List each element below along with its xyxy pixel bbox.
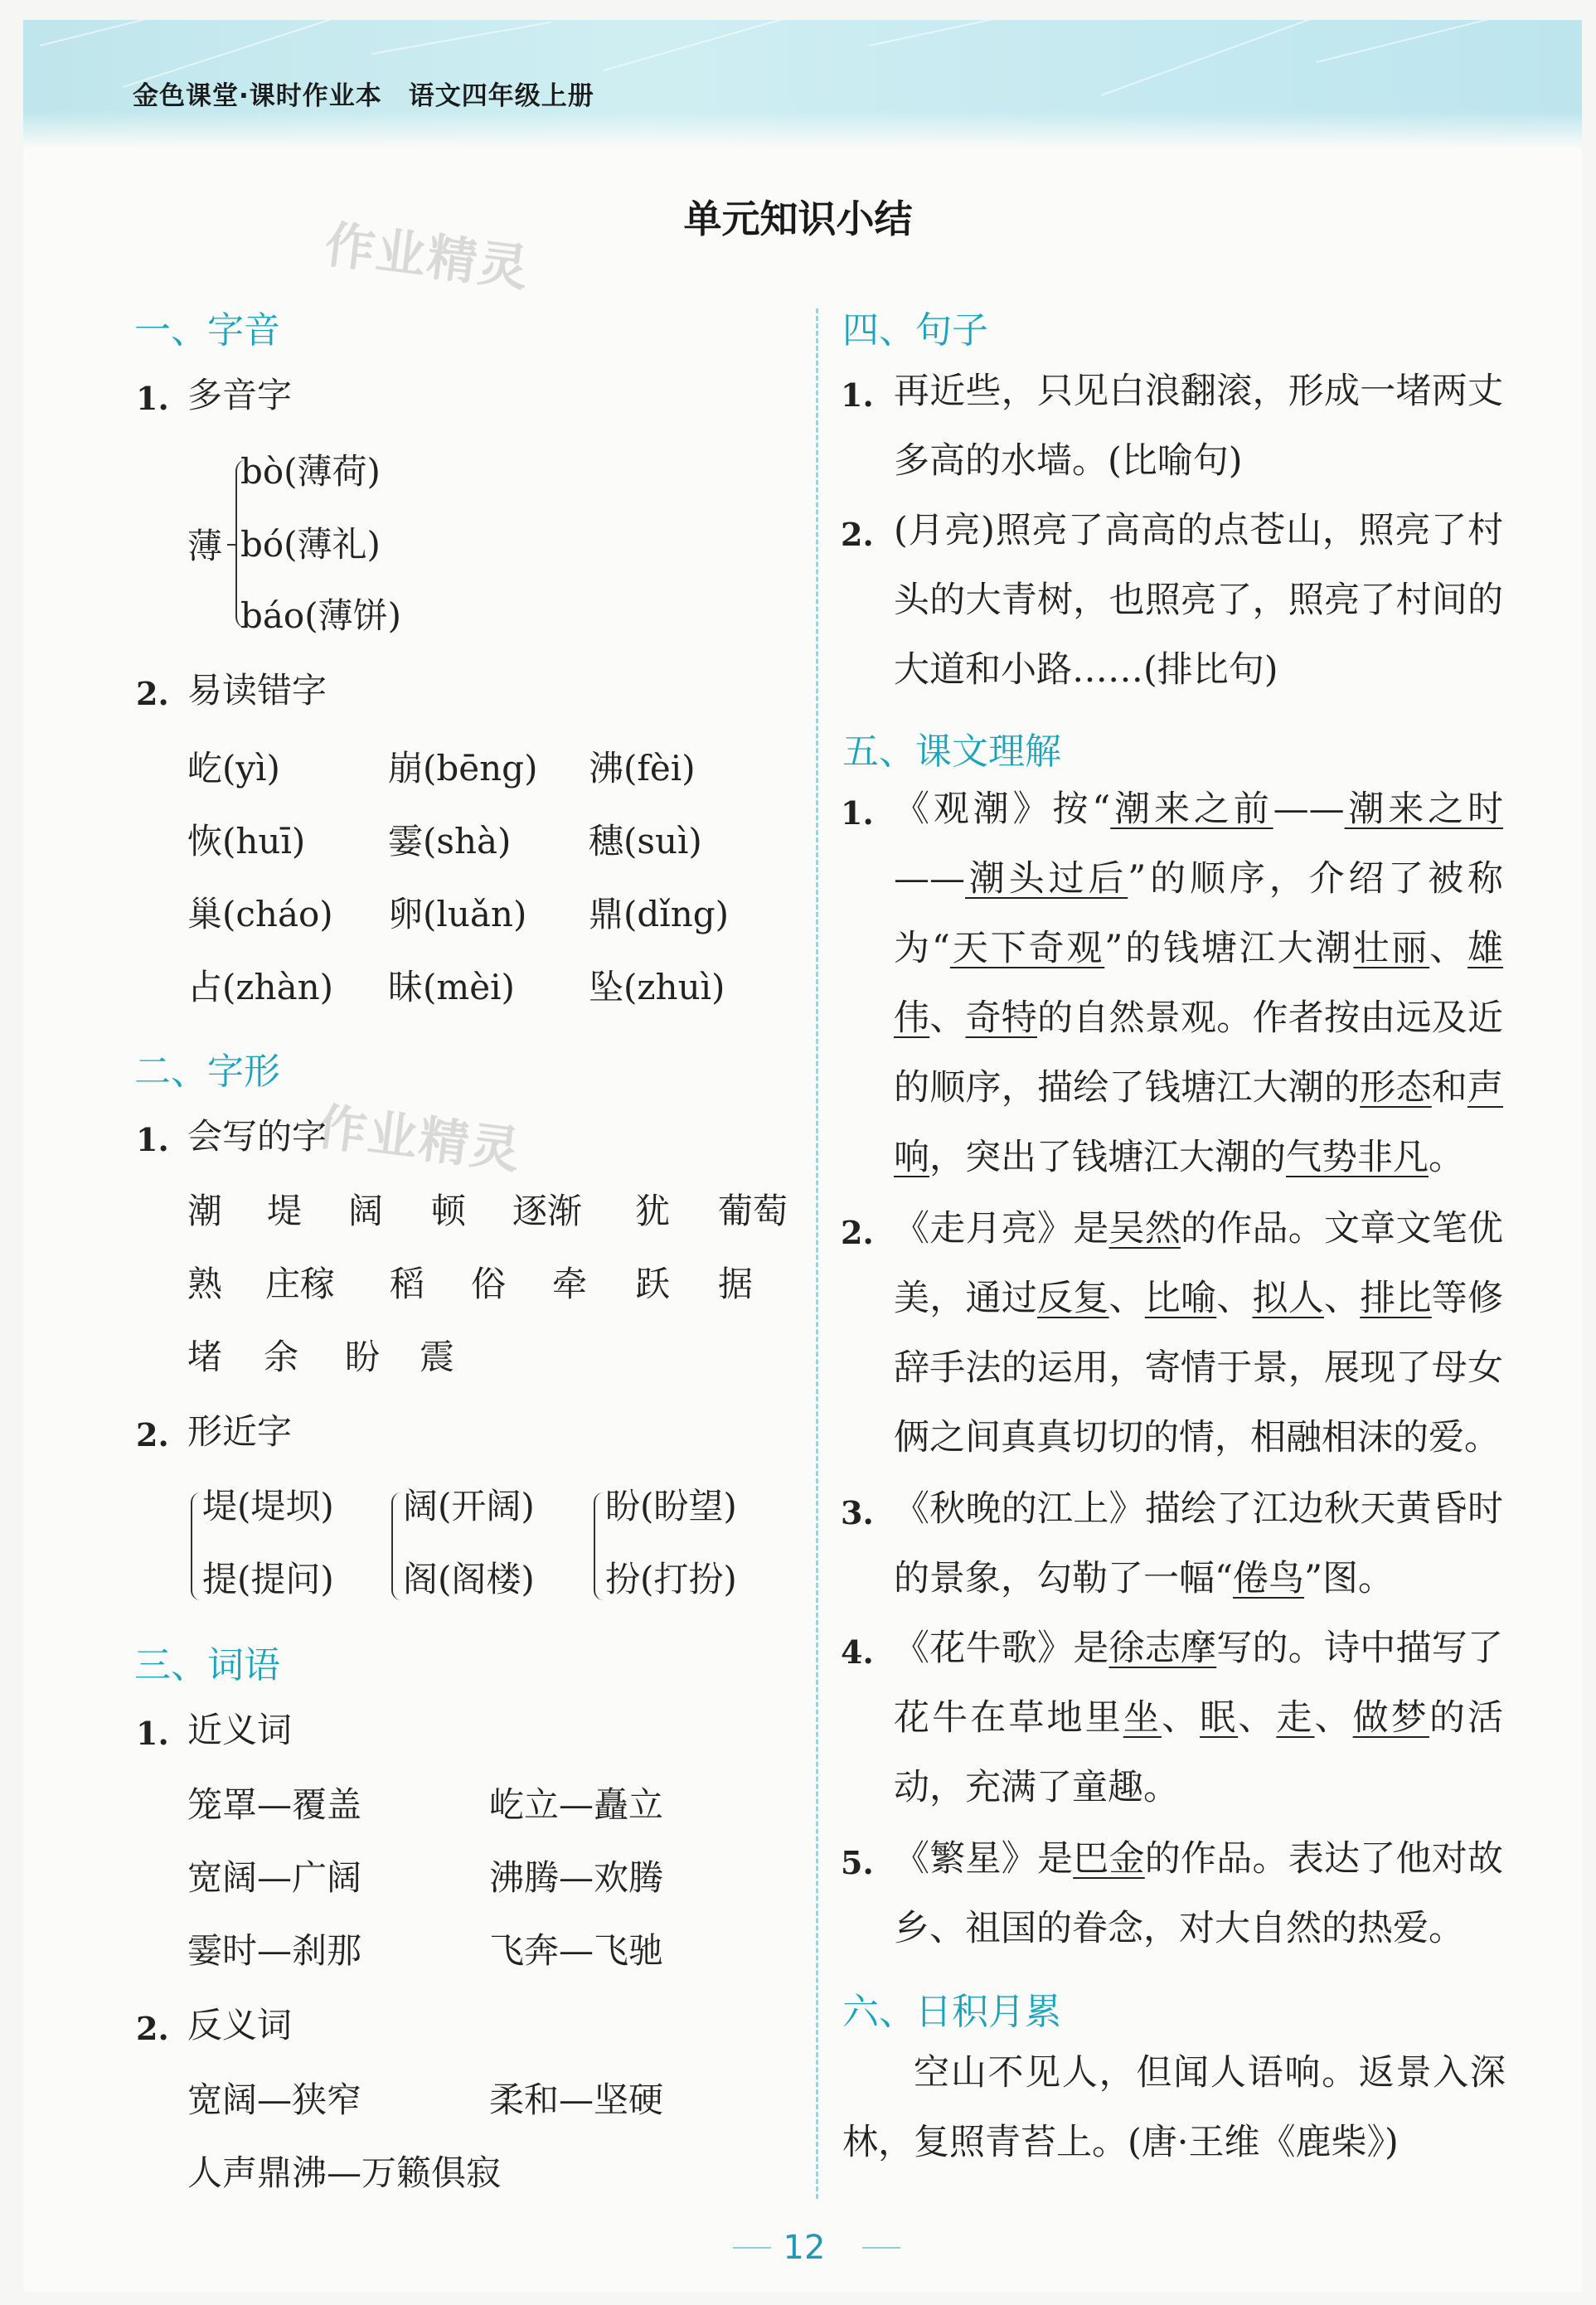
section-heading-accumulation: 六、日积月累	[842, 1991, 1061, 2033]
writing-char: 逐渐	[512, 1191, 583, 1231]
comprehension-4: 《花牛歌》是徐志摩写的。诗中描写了花牛在草地里坐、眠、走、做梦的活动，充满了童趣。	[894, 1628, 1504, 1808]
item-label: 会写的字	[187, 1116, 327, 1157]
synonym-pair: 霎时—刹那	[187, 1930, 362, 1971]
polyphone-reading: bò(薄荷)	[240, 451, 381, 492]
writing-char: 葡萄	[718, 1191, 788, 1231]
brace	[594, 1492, 604, 1600]
polyphone-reading: báo(薄饼)	[240, 595, 401, 636]
footer-rule-right	[862, 2247, 900, 2249]
footer-rule-left	[733, 2247, 771, 2249]
antonym-pair: 人声鼎沸—万籁俱寂	[187, 2152, 502, 2193]
section-heading-sentences: 四、句子	[842, 309, 988, 352]
writing-char: 堤	[267, 1191, 303, 1231]
char-pinyin: 穗(suì)	[589, 821, 702, 861]
column-divider	[816, 308, 818, 2199]
item-number: 1.	[136, 1121, 169, 1158]
synonym-pair: 笼罩—覆盖	[187, 1784, 362, 1825]
item-number: 2.	[136, 2010, 169, 2047]
comprehension-1: 《观潮》按“潮来之前——潮来之时——潮头过后”的顺序，介绍了被称为“天下奇观”的钱塘江大潮壮丽、雄伟、奇特的自然景观。作者按由远及近的顺序，描绘了钱塘江大潮的形态和声响，突出了钱塘江大潮的气势非凡。	[894, 789, 1504, 1178]
writing-char: 阔	[348, 1191, 384, 1231]
section-heading-words: 三、词语	[134, 1644, 280, 1686]
writing-char: 据	[718, 1264, 754, 1304]
char-pinyin: 鼎(dǐng)	[589, 894, 730, 934]
brace	[391, 1492, 401, 1600]
similar-char: 阔(开阔)	[403, 1486, 535, 1526]
section-heading-pronunciation: 一、字音	[134, 309, 280, 352]
writing-char: 稻	[390, 1264, 425, 1304]
writing-char: 顿	[431, 1191, 467, 1231]
char-pinyin: 沸(fèi)	[589, 748, 696, 789]
item-number: 4.	[841, 1633, 874, 1671]
header-series-title: 金色课堂·课时作业本 语文四年级上册	[133, 81, 594, 111]
section-heading-glyph: 二、字形	[134, 1051, 280, 1093]
char-pinyin: 屹(yì)	[187, 748, 280, 789]
writing-char: 堵	[187, 1337, 223, 1377]
writing-char: 盼	[345, 1337, 381, 1377]
writing-char: 震	[420, 1337, 455, 1377]
antonym-pair: 柔和—坚硬	[489, 2079, 664, 2120]
item-number: 5.	[841, 1844, 874, 1881]
page-number: 12	[783, 2229, 826, 2267]
sentence-1: 再近些，只见白浪翻滚，形成一堵两丈多高的水墙。(比喻句)	[894, 371, 1503, 482]
brace	[191, 1492, 201, 1600]
similar-char: 扮(打扮)	[605, 1559, 737, 1599]
antonym-pair: 宽阔—狭窄	[187, 2079, 362, 2120]
writing-char: 庄稼	[265, 1264, 336, 1304]
comprehension-5: 《繁星》是巴金的作品。表达了他对故乡、祖国的眷念，对大自然的热爱。	[894, 1838, 1503, 1949]
item-label: 反义词	[187, 2005, 293, 2045]
item-label: 形近字	[187, 1411, 293, 1452]
item-number: 1.	[136, 1715, 169, 1752]
item-number: 1.	[841, 376, 874, 414]
page-title: 单元知识小结	[683, 197, 913, 241]
writing-char: 熟	[187, 1264, 223, 1304]
synonym-pair: 屹立—矗立	[489, 1784, 664, 1825]
similar-char: 提(提问)	[202, 1559, 334, 1599]
item-label: 易读错字	[187, 670, 327, 711]
watermark: 作业精灵	[322, 216, 533, 298]
sentence-2: (月亮)照亮了高高的点苍山，照亮了村头的大青树，也照亮了，照亮了村间的大道和小路……(排比句)	[894, 510, 1503, 691]
item-number: 1.	[841, 794, 874, 832]
polyphone-char: 薄	[187, 526, 223, 566]
section-heading-comprehension: 五、课文理解	[842, 730, 1061, 773]
item-number: 2.	[136, 1416, 169, 1453]
similar-char: 盼(盼望)	[605, 1486, 737, 1526]
item-number: 1.	[136, 380, 169, 417]
char-pinyin: 崩(bēng)	[388, 748, 538, 789]
item-number: 3.	[841, 1494, 874, 1531]
char-pinyin: 恢(huī)	[187, 821, 306, 861]
synonym-pair: 宽阔—广阔	[187, 1857, 362, 1898]
similar-char: 阁(阁楼)	[403, 1559, 535, 1599]
char-pinyin: 占(zhàn)	[187, 967, 334, 1007]
char-pinyin: 昧(mèi)	[388, 967, 515, 1007]
polyphone-reading: bó(薄礼)	[240, 524, 381, 565]
writing-char: 跃	[635, 1264, 671, 1304]
comprehension-3: 《秋晚的江上》描绘了江边秋天黄昏时的景象，勾勒了一幅“倦鸟”图。	[894, 1488, 1503, 1599]
similar-char: 堤(堤坝)	[202, 1486, 334, 1526]
item-label: 近义词	[187, 1710, 293, 1750]
poem: 空山不见人，但闻人语响。返景入深林，复照青苔上。(唐·王维《鹿柴》)	[842, 2052, 1506, 2163]
comprehension-2: 《走月亮》是吴然的作品。文章文笔优美，通过反复、比喻、拟人、排比等修辞手法的运用，寄情于景，展现了母女俩之间真真切切的情，相融相沫的爱。	[894, 1208, 1503, 1458]
item-number: 2.	[841, 516, 874, 553]
char-pinyin: 卵(luǎn)	[388, 894, 527, 934]
writing-char: 犹	[635, 1191, 671, 1231]
char-pinyin: 霎(shà)	[388, 821, 512, 861]
writing-char: 俗	[471, 1264, 507, 1304]
writing-char: 潮	[187, 1191, 223, 1231]
writing-char: 牵	[552, 1264, 588, 1304]
synonym-pair: 飞奔—飞驰	[489, 1930, 664, 1971]
item-number: 2.	[136, 675, 169, 712]
watermark: 作业精灵	[313, 1098, 525, 1181]
writing-char: 余	[264, 1337, 299, 1377]
char-pinyin: 巢(cháo)	[187, 894, 333, 934]
char-pinyin: 坠(zhuì)	[589, 967, 725, 1007]
synonym-pair: 沸腾—欢腾	[489, 1857, 664, 1898]
item-label: 多音字	[187, 375, 293, 415]
item-number: 2.	[841, 1214, 874, 1251]
